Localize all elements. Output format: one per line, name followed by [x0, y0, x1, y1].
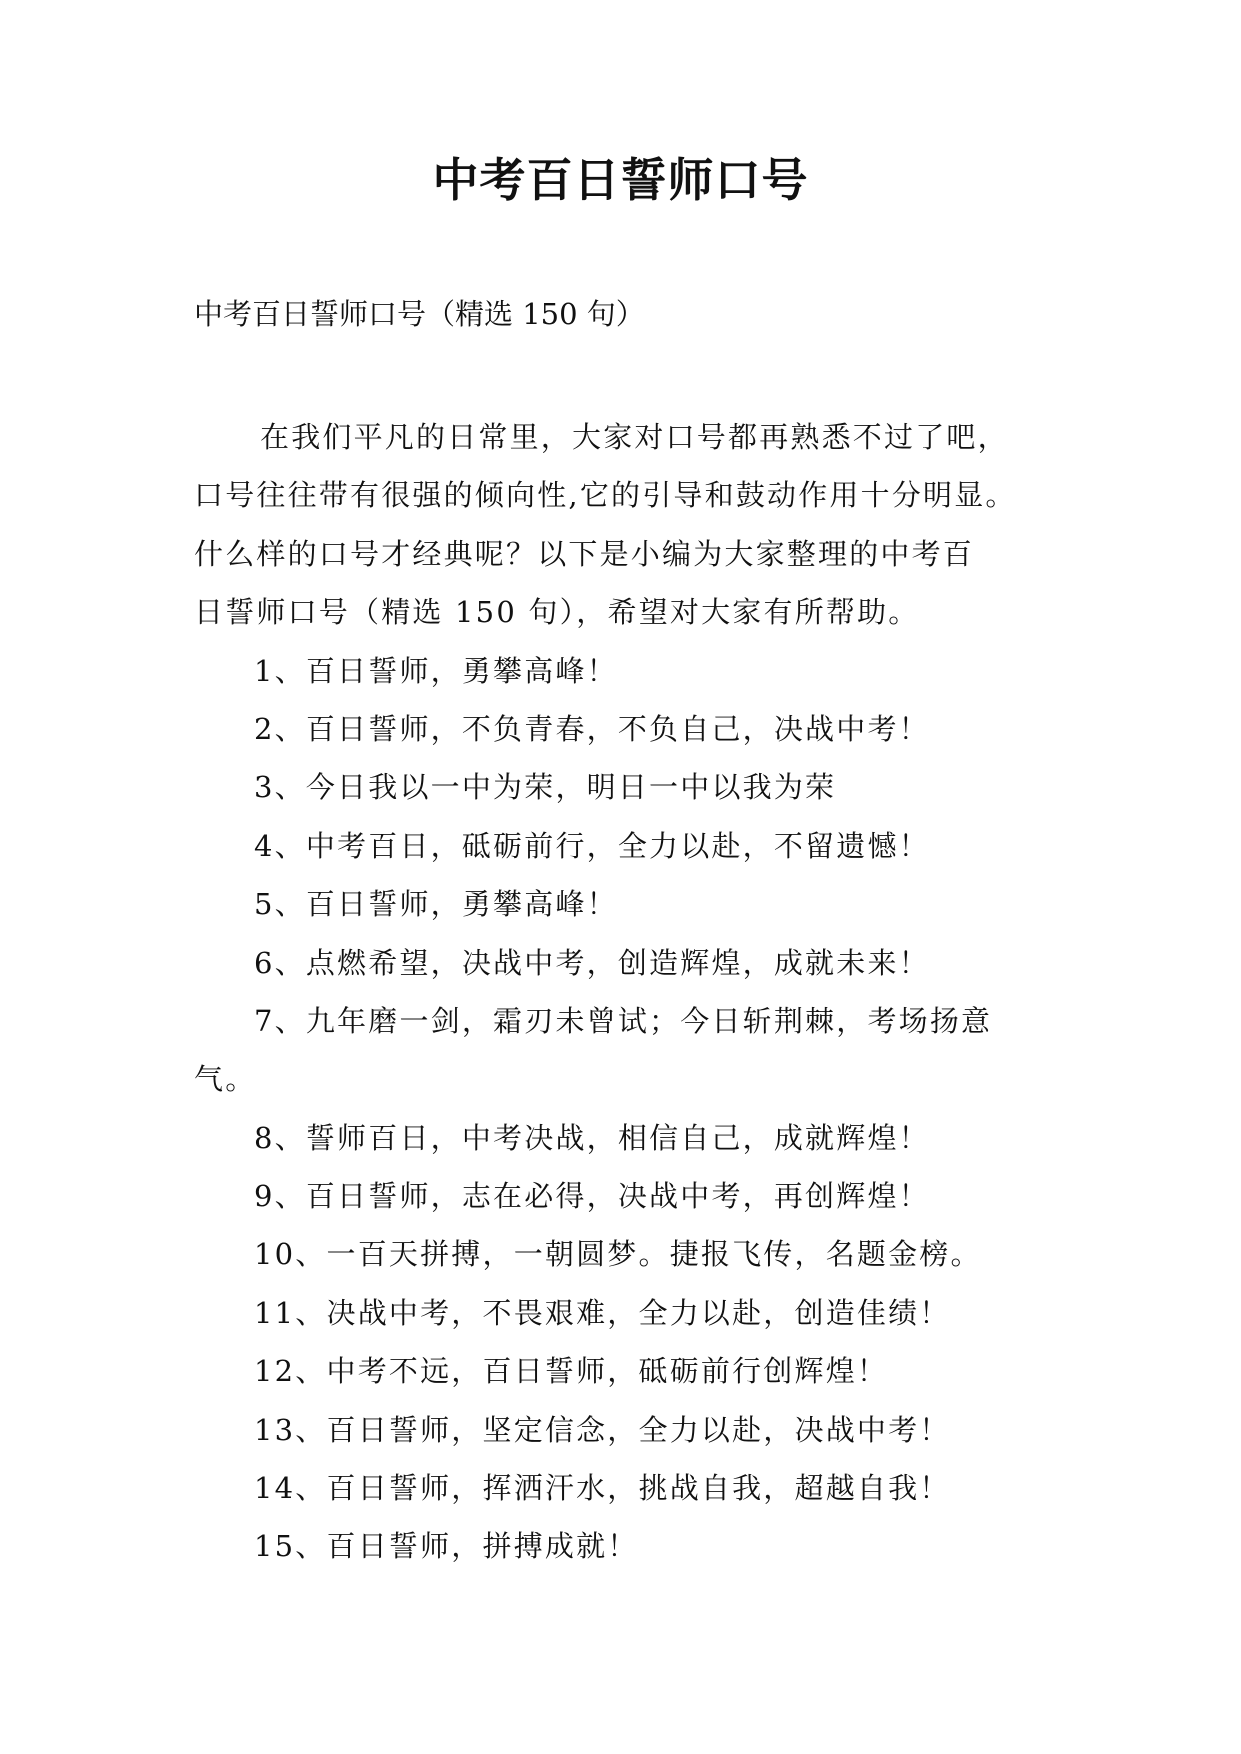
intro-line: 在我们平凡的日常里，大家对口号都再熟悉不过了吧，	[260, 420, 1009, 454]
list-item: 9、百日誓师，志在必得，决战中考，再创辉煌！	[254, 1179, 930, 1214]
list-item: 3、今日我以一中为荣，明日一中以我为荣	[254, 770, 837, 805]
intro-line: 什么样的口号才经典呢？以下是小编为大家整理的中考百	[194, 536, 975, 571]
list-item: 2、百日誓师，不负青春，不负自己，决战中考！	[254, 711, 930, 746]
list-item: 7、九年磨一剑，霜刃未曾试；今日斩荆棘，考场扬意	[254, 1003, 993, 1038]
list-item-continuation: 气。	[194, 1062, 257, 1097]
list-item: 5、百日誓师，勇攀高峰！	[254, 887, 618, 922]
list-item: 15、百日誓师，拼搏成就！	[254, 1529, 639, 1564]
document-subtitle: 中考百日誓师口号（精选 150 句）	[194, 297, 645, 331]
list-item: 8、誓师百日，中考决战，相信自己，成就辉煌！	[254, 1120, 930, 1155]
list-item: 4、中考百日，砥砺前行，全力以赴，不留遗憾！	[254, 828, 930, 863]
document-title: 中考百日誓师口号	[432, 153, 809, 207]
list-item: 13、百日誓师，坚定信念，全力以赴，决战中考！	[254, 1412, 951, 1447]
list-item: 6、点燃希望，决战中考，创造辉煌，成就未来！	[254, 945, 930, 980]
list-item: 10、一百天拼搏，一朝圆梦。捷报飞传，名题金榜。	[254, 1237, 982, 1272]
document-body	[194, 408, 1074, 1576]
list-item: 11、决战中考，不畏艰难，全力以赴，创造佳绩！	[254, 1295, 951, 1330]
list-item: 12、中考不远，百日誓师，砥砺前行创辉煌！	[254, 1354, 889, 1389]
list-item: 1、百日誓师，勇攀高峰！	[254, 653, 618, 688]
intro-line: 口号往往带有很强的倾向性,它的引导和鼓动作用十分明显。	[194, 478, 1017, 513]
intro-line: 日誓师口号（精选 150 句），希望对大家有所帮助。	[194, 595, 920, 630]
list-item: 14、百日誓师，挥洒汗水，挑战自我，超越自我！	[254, 1471, 951, 1506]
